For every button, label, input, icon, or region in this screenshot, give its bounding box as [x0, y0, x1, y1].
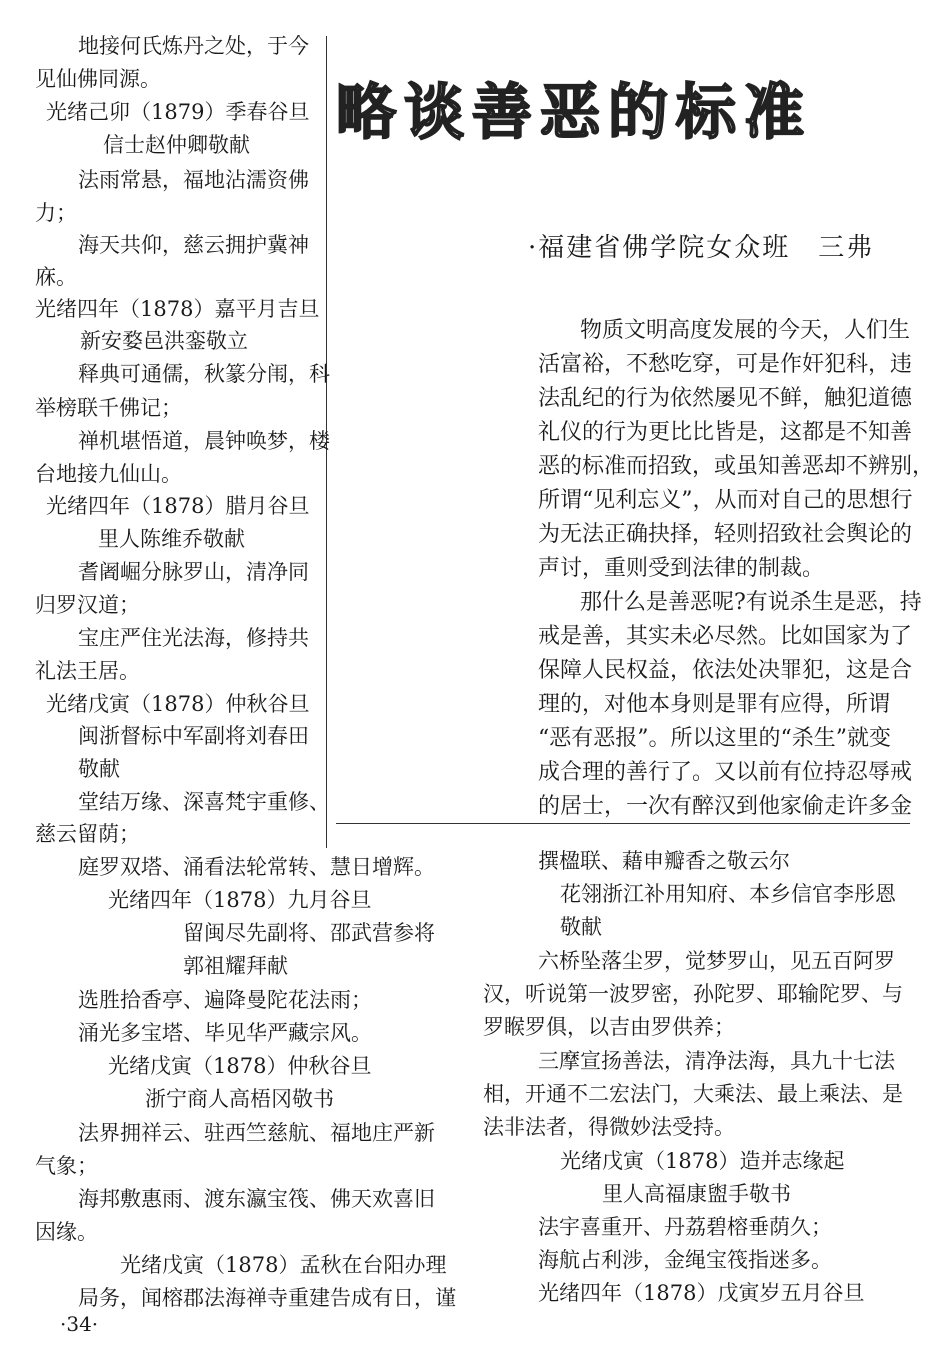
text-line: 光绪己卯（1879）季春谷旦: [46, 100, 310, 124]
text-line: 海邦敷惠雨、渡东瀛宝筏、佛天欢喜旧: [78, 1187, 435, 1211]
text-line: 光绪四年（1878）腊月谷旦: [46, 494, 310, 518]
text-line: 耆阇崛分脉罗山，清净同: [78, 560, 309, 584]
body-line: 法乱纪的行为依然屡见不鲜，触犯道德: [538, 386, 913, 411]
body-line: 礼仪的行为更比比皆是，这都是不知善: [538, 420, 913, 445]
text-line: 气象；: [35, 1154, 98, 1178]
text-line: 法非法者，得微妙法受持。: [483, 1115, 735, 1139]
text-line: 归罗汉道；: [35, 593, 140, 617]
text-line: 撰楹联、藉申瓣香之敬云尔: [538, 849, 790, 873]
text-line: 台地接九仙山。: [35, 462, 182, 486]
text-line: 海航占利涉，金绳宝筏指迷多。: [538, 1248, 832, 1272]
text-line: 涌光多宝塔、毕见华严藏宗风。: [78, 1021, 372, 1045]
text-line: 慈云留荫；: [35, 822, 140, 846]
text-line: 光绪四年（1878）九月谷旦: [108, 888, 372, 912]
text-line: 光绪四年（1878）嘉平月吉旦: [35, 297, 320, 321]
text-line: 留闽尽先副将、邵武营参将: [183, 921, 435, 945]
text-line: 六桥坠落尘罗，觉梦罗山，见五百阿罗: [538, 949, 895, 973]
text-line: 局务，闻榕郡法海禅寺重建告成有日，谨: [78, 1286, 456, 1310]
text-line: 见仙佛同源。: [35, 67, 161, 91]
body-line: 声讨，重则受到法律的制裁。: [538, 556, 825, 581]
text-line: 宝庄严住光法海，修持共: [78, 626, 309, 650]
body-line: 戒是善，其实未必尽然。比如国家为了: [538, 624, 913, 649]
body-line: 理的，对他本身则是罪有应得，所谓: [538, 692, 891, 717]
body-line: “恶有恶报”。所以这里的“杀生”就变: [538, 726, 891, 751]
text-line: 法宇喜重开、丹荔碧榕垂荫久；: [538, 1215, 832, 1239]
text-line: 三摩宣扬善法，清净法海，具九十七法: [538, 1049, 895, 1073]
body-line: 物质文明高度发展的今天，人们生: [580, 318, 911, 343]
text-line: 庭罗双塔、涌看法轮常转、慧日增辉。: [78, 855, 435, 879]
text-line: 敬献: [560, 915, 602, 939]
text-line: 法界拥祥云、驻西竺慈航、福地庄严新: [78, 1121, 435, 1145]
article-title: 略谈善恶的标准: [336, 78, 812, 148]
body-line: 所谓“见利忘义”，从而对自己的思想行: [538, 488, 913, 513]
text-line: 浙宁商人高梧冈敬书: [145, 1087, 334, 1111]
text-line: 庥。: [35, 265, 77, 289]
text-line: 地接何氏炼丹之处，于今: [78, 34, 309, 58]
body-line: 的居士，一次有醉汉到他家偷走许多金: [538, 794, 913, 819]
text-line: 汉，听说第一波罗密，孙陀罗、耶输陀罗、与: [483, 982, 903, 1006]
body-line: 保障人民权益，依法处决罪犯，这是合: [538, 658, 913, 683]
text-line: 光绪戊寅（1878）孟秋在台阳办理: [120, 1253, 447, 1277]
text-line: 新安婺邑洪銮敬立: [80, 329, 248, 353]
body-line: 为无法正确抉择，轻则招致社会舆论的: [538, 522, 913, 547]
text-line: 光绪戊寅（1878）造并志缘起: [560, 1149, 845, 1173]
body-line: 成合理的善行了。又以前有位持忍辱戒: [538, 760, 913, 785]
text-line: 礼法王居。: [35, 659, 140, 683]
body-line: 活富裕，不愁吃穿，可是作奸犯科，违: [538, 352, 913, 377]
text-line: 信士赵仲卿敬献: [103, 133, 250, 157]
text-line: 法雨常悬，福地沾濡资佛: [78, 168, 309, 192]
text-line: 因缘。: [35, 1220, 98, 1244]
text-line: 释典可通儒，秋篆分闱，科: [78, 362, 330, 386]
text-line: 花翎浙江补用知府、本乡信官李彤恩: [560, 882, 896, 906]
text-line: 罗睺罗俱，以吉由罗供养；: [483, 1015, 735, 1039]
text-line: 举榜联千佛记；: [35, 396, 182, 420]
text-line: 光绪戊寅（1878）仲秋谷旦: [108, 1054, 372, 1078]
page-number: ·34·: [60, 1312, 99, 1336]
article-byline: ·福建省佛学院女众班 三弗: [528, 233, 875, 263]
body-line: 恶的标准而招致，或虽知善恶却不辨别，: [538, 454, 935, 479]
body-line: 那什么是善恶呢?有说杀生是恶，持: [580, 590, 922, 615]
text-line: 闽浙督标中军副将刘春田: [78, 724, 309, 748]
text-line: 里人高福康盥手敬书: [602, 1182, 791, 1206]
text-line: 相，开通不二宏法门，大乘法、最上乘法、是: [483, 1082, 903, 1106]
text-line: 海天共仰，慈云拥护冀神: [78, 233, 309, 257]
text-line: 禅机堪悟道，晨钟唤梦，楼: [78, 429, 330, 453]
text-line: 力；: [35, 201, 77, 225]
text-line: 敬献: [78, 757, 120, 781]
text-line: 选胜拾香亭、遍降曼陀花法雨；: [78, 988, 372, 1012]
text-line: 郭祖耀拜献: [183, 954, 288, 978]
text-line: 光绪戊寅（1878）仲秋谷旦: [46, 692, 310, 716]
text-line: 堂结万缘、深喜梵宇重修、: [78, 790, 330, 814]
text-line: 里人陈维乔敬献: [98, 527, 245, 551]
text-line: 光绪四年（1878）戊寅岁五月谷旦: [538, 1281, 865, 1305]
